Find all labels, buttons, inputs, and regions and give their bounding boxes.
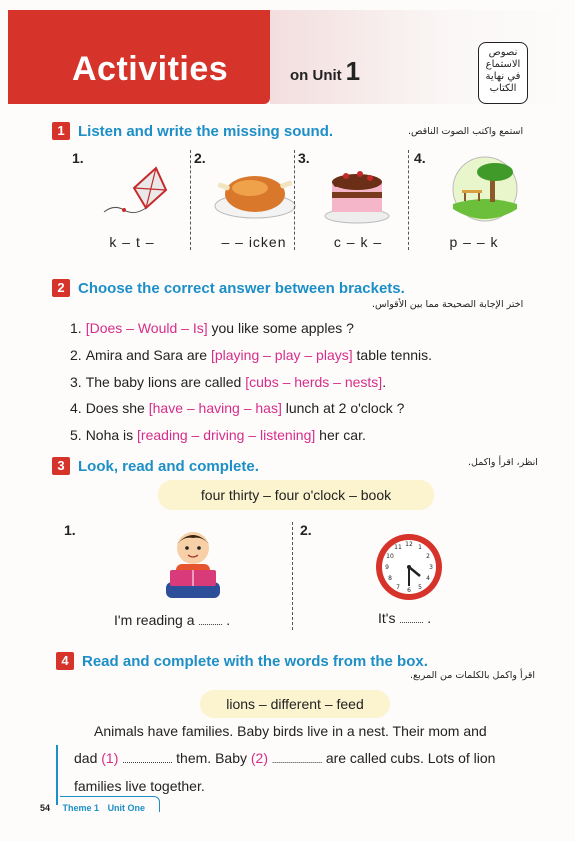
sentence-line: [114, 612, 230, 628]
section-1-header: [52, 122, 333, 140]
question-line: [70, 320, 354, 336]
arabic-instruction: استمع واكتب الصوت الناقص.: [408, 126, 524, 137]
item-number: 2.: [300, 522, 312, 538]
sentence-line: [378, 610, 431, 626]
question-text: The baby lions are called: [85, 374, 246, 390]
page-footer: [40, 803, 145, 813]
question-text: you like some apples ?: [207, 320, 354, 336]
paragraph-line: Animals have families. Baby birds live in a nest. Their mom and: [94, 723, 487, 739]
section-number: 4: [56, 652, 74, 670]
svg-text:3: 3: [429, 564, 433, 571]
section-title: Read and complete with the words from the box.: [82, 652, 428, 670]
paragraph-line: [74, 745, 554, 774]
question-text: Does she: [85, 400, 149, 416]
question-line: [70, 347, 432, 363]
item-number: 3.: [298, 150, 310, 166]
question-line: [70, 374, 386, 390]
question-number: 5.: [70, 427, 82, 443]
unit-prefix: on Unit: [290, 67, 342, 84]
arabic-note-line: الاستماع: [485, 59, 521, 70]
page-number: 54: [40, 803, 51, 813]
question-text: Noha is: [85, 427, 138, 443]
answer-blank[interactable]: .........................: [271, 755, 322, 765]
question-text: Amira and Sara are: [85, 347, 211, 363]
blank-number: (2): [250, 750, 269, 766]
section-title: Listen and write the missing sound.: [78, 122, 334, 140]
picture-item-cake: [298, 150, 418, 268]
cake-icon: [322, 156, 392, 226]
arabic-instruction: اختر الإجابة الصحيحة مما بين الأقواس.: [372, 299, 524, 310]
answer-choices[interactable]: [have – having – has]: [148, 400, 282, 416]
divider: [190, 150, 191, 250]
picture-item-park: [414, 150, 534, 268]
answer-choices[interactable]: [cubs – herds – nests]: [245, 374, 383, 390]
arabic-instruction: انظر، اقرأ واكمل.: [468, 457, 538, 468]
svg-text:6: 6: [407, 587, 411, 594]
divider: [292, 522, 293, 630]
picture-item-clock: [300, 522, 500, 632]
missing-sound-word: – – icken: [221, 234, 287, 250]
section-number: 1: [52, 122, 70, 140]
answer-blank[interactable]: ............: [198, 617, 223, 627]
picture-item-kite: [72, 150, 192, 268]
listening-texts-note: [478, 42, 528, 104]
item-number: 2.: [194, 150, 206, 166]
arabic-note-line: الكتاب: [489, 83, 517, 94]
answer-blank[interactable]: .........................: [122, 755, 173, 765]
svg-text:2: 2: [426, 553, 430, 560]
paragraph-text: them. Baby: [176, 750, 247, 766]
blank-number: (1): [101, 750, 119, 766]
section-4-header: [56, 652, 428, 670]
answer-choices[interactable]: [playing – play – plays]: [210, 347, 353, 363]
divider: [294, 150, 295, 250]
section-2-header: [52, 279, 405, 297]
item-number: 4.: [414, 150, 426, 166]
section-3-header: [52, 457, 259, 475]
question-text: her car.: [315, 427, 366, 443]
svg-text:4: 4: [426, 575, 430, 582]
item-number: 1.: [72, 150, 84, 166]
word-box: four thirty – four o'clock – book: [158, 480, 434, 510]
section-title: Look, read and complete.: [78, 457, 259, 475]
question-line: [70, 427, 366, 443]
section-title: Choose the correct answer between brackets.: [78, 279, 405, 297]
svg-text:10: 10: [386, 553, 394, 560]
missing-sound-word: p – – k: [449, 234, 499, 250]
svg-text:8: 8: [388, 575, 392, 582]
question-number: 1.: [70, 320, 82, 336]
question-number: 4.: [70, 400, 82, 416]
question-number: 2.: [70, 347, 82, 363]
missing-sound-word: k – t –: [109, 234, 155, 250]
divider: [408, 150, 409, 250]
paragraph-text: are called cubs. Lots of lion: [325, 750, 496, 766]
boy-reading-icon: [158, 526, 228, 608]
section-number: 2: [52, 279, 70, 297]
paragraph-text: dad: [74, 750, 98, 766]
park-icon: [450, 154, 520, 224]
svg-text:1: 1: [418, 544, 422, 551]
picture-item-boy: [64, 522, 284, 632]
question-text: lunch at 2 o'clock ?: [281, 400, 405, 416]
sentence-text: It's: [378, 610, 396, 626]
page-title: Activities: [72, 50, 229, 88]
unit-label: [290, 56, 360, 87]
arabic-note-line: نصوص: [488, 47, 518, 58]
svg-text:12: 12: [405, 541, 413, 548]
sentence-end: .: [226, 612, 231, 628]
item-number: 1.: [64, 522, 76, 538]
answer-blank[interactable]: ............: [399, 615, 424, 625]
question-line: [70, 400, 404, 416]
footer-theme: Theme 1: [62, 803, 100, 813]
answer-choices[interactable]: [reading – driving – listening]: [137, 427, 316, 443]
sentence-text: I'm reading a: [114, 612, 195, 628]
sentence-end: .: [427, 610, 432, 626]
answer-choices[interactable]: [Does – Would – Is]: [85, 320, 208, 336]
header-banner: [8, 10, 270, 104]
section-number: 3: [52, 457, 70, 475]
picture-item-chicken: [194, 150, 314, 268]
arabic-note-line: في نهاية: [485, 71, 521, 82]
roast-chicken-icon: [210, 162, 300, 222]
svg-text:5: 5: [418, 584, 422, 591]
svg-text:11: 11: [394, 544, 402, 551]
arabic-instruction: اقرأ واكمل بالكلمات من المربع.: [410, 670, 536, 681]
missing-sound-word: c – k –: [333, 234, 383, 250]
question-text: table tennis.: [352, 347, 433, 363]
paragraph-line: families live together.: [74, 778, 205, 794]
question-text: .: [382, 374, 387, 390]
word-box: lions – different – feed: [200, 690, 390, 718]
clock-icon: [374, 532, 444, 602]
footer-unit: Unit One: [107, 803, 146, 813]
kite-icon: [94, 160, 190, 220]
unit-number: 1: [345, 56, 361, 86]
svg-text:7: 7: [396, 584, 400, 591]
question-number: 3.: [70, 374, 82, 390]
svg-text:9: 9: [385, 564, 389, 571]
